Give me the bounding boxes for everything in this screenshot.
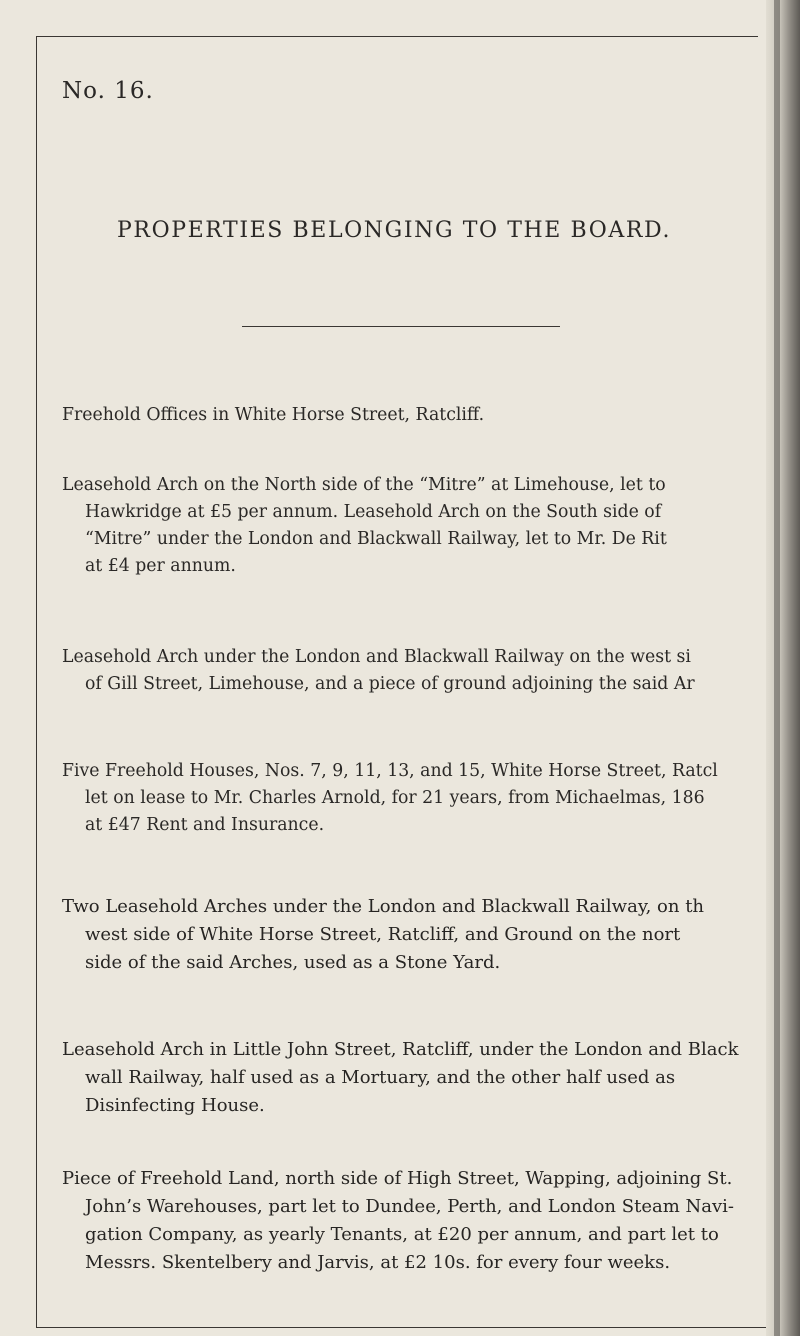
- property-entry-mitre-arches: [62, 472, 772, 580]
- bottom-border-rule: [36, 1327, 786, 1328]
- entry-line: wall Railway, half used as a Mortuary, and the other half used as: [85, 1067, 676, 1088]
- entry-line: Two Leasehold Arches under the London and Blackwall Railway, on th: [62, 896, 705, 917]
- entry-line: at £4 per annum.: [85, 556, 236, 576]
- entry-line: John’s Warehouses, part let to Dundee, Perth, and London Steam Navi-: [85, 1196, 734, 1217]
- entry-line: Freehold Offices in White Horse Street, Ratcliff.: [62, 405, 485, 425]
- entry-line: Disinfecting House.: [85, 1095, 265, 1116]
- entry-line: Messrs. Skentelbery and Jarvis, at £2 10s. for every four weeks.: [85, 1252, 671, 1273]
- heading-divider: [242, 326, 560, 327]
- property-entry-little-john-street-arch: [62, 1036, 772, 1120]
- property-entry-freehold-offices: [62, 402, 772, 429]
- entry-line: at £47 Rent and Insurance.: [85, 815, 325, 835]
- property-entry-high-street-wapping: [62, 1165, 772, 1277]
- left-border-rule: [36, 36, 37, 1328]
- entry-line: Leasehold Arch in Little John Street, Ratcliff, under the London and Black: [62, 1039, 739, 1060]
- entry-line: gation Company, as yearly Tenants, at £20 per annum, and part let to: [85, 1224, 719, 1245]
- property-entry-gill-street-arch: [62, 644, 772, 698]
- entry-line: Piece of Freehold Land, north side of High Street, Wapping, adjoining St.: [62, 1168, 733, 1189]
- top-border-rule: [36, 36, 758, 37]
- entry-line: Leasehold Arch under the London and Blackwall Railway on the west si: [62, 647, 691, 667]
- book-gutter-shadow: [766, 0, 800, 1336]
- entry-line: side of the said Arches, used as a Stone Yard.: [85, 952, 501, 973]
- entry-line: Leasehold Arch on the North side of the “Mitre” at Limehouse, let to: [62, 475, 666, 495]
- entry-line: of Gill Street, Limehouse, and a piece of ground adjoining the said Ar: [85, 674, 695, 694]
- page-title: PROPERTIES BELONGING TO THE BOARD.: [117, 218, 672, 243]
- binding-edge: [774, 0, 780, 1336]
- entry-line: “Mitre” under the London and Blackwall Railway, let to Mr. De Rit: [85, 529, 667, 549]
- property-entry-five-freehold-houses: [62, 758, 772, 839]
- entry-line: west side of White Horse Street, Ratcliff, and Ground on the nort: [85, 924, 681, 945]
- entry-line: let on lease to Mr. Charles Arnold, for 21 years, from Michaelmas, 186: [85, 788, 705, 808]
- property-entry-stone-yard-arches: [62, 893, 772, 977]
- entry-line: Hawkridge at £5 per annum. Leasehold Arch on the South side of: [85, 502, 662, 522]
- document-number: No. 16.: [62, 78, 154, 104]
- entry-line: Five Freehold Houses, Nos. 7, 9, 11, 13, and 15, White Horse Street, Ratcl: [62, 761, 718, 781]
